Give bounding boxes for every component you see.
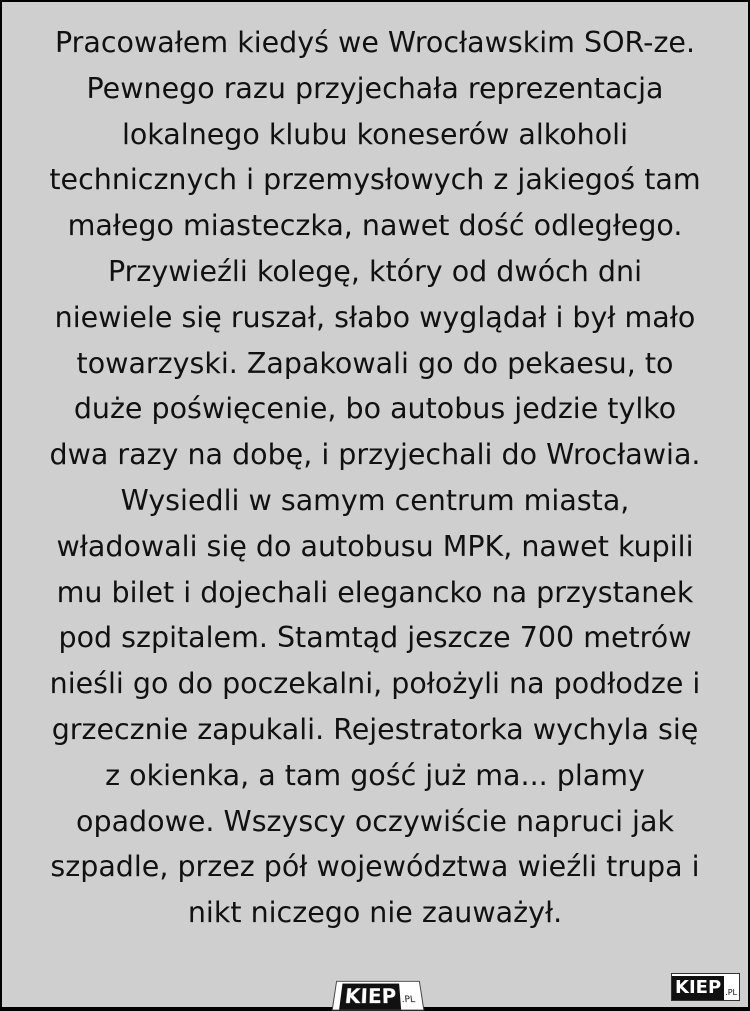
story-line: opadowe. Wszyscy oczywiście napruci jak xyxy=(76,804,674,838)
story-line: Pewnego razu przyjechała reprezentacja xyxy=(86,71,664,105)
story-line: Przywieźli kolegę, który od dwóch dni xyxy=(107,254,642,288)
story-line: nikt niczego nie zauważył. xyxy=(187,896,563,930)
story-line: lokalnego klubu koneserów alkoholi xyxy=(121,117,629,151)
story-line: małego miasteczka, nawet dość odległego. xyxy=(67,209,683,243)
kiep-watermark-corner xyxy=(671,973,740,1001)
story-line: władowali się do autobusu MPK, nawet kupili xyxy=(56,529,694,563)
story-line: Wysiedli w samym centrum miasta, xyxy=(120,483,630,517)
story-text xyxy=(2,20,748,936)
story-line: towarzyski. Zapakowali go do pekaesu, to xyxy=(76,346,674,380)
story-line: pod szpitalem. Stamtąd jeszcze 700 metrów xyxy=(58,621,692,655)
story-line: Pracowałem kiedyś we Wrocławskim SOR-ze. xyxy=(55,26,695,59)
story-line: duże poświęcenie, bo autobus jedzie tylko xyxy=(73,392,677,426)
watermark-suffix-text: .PL xyxy=(725,988,737,997)
story-line: niewiele się ruszał, słabo wyglądał i był mało xyxy=(54,300,696,334)
story-line: technicznych i przemysłowych z jakiegoś tam xyxy=(49,163,701,197)
story-line: z okienka, a tam gość już ma... plamy xyxy=(105,758,645,792)
watermark-main-text: KIEP xyxy=(672,976,724,1000)
story-line: grzecznie zapukali. Rejestratorka wychyla się xyxy=(51,712,699,746)
kiep-watermark-center xyxy=(332,981,424,1011)
story-line: szpadle, przez pół województwa wieźli trupa i xyxy=(50,850,700,884)
story-line: dwa razy na dobę, i przyjechali do Wrocławia. xyxy=(49,438,701,472)
meme-panel xyxy=(2,2,748,1007)
story-line: nieśli go do poczekalni, położyli na podłodze i xyxy=(49,667,701,701)
watermark-suffix-text: .PL xyxy=(401,995,416,1006)
story-line: mu bilet i dojechali elegancko na przystanek xyxy=(56,575,694,609)
watermark-main-text: KIEP xyxy=(339,984,401,1010)
